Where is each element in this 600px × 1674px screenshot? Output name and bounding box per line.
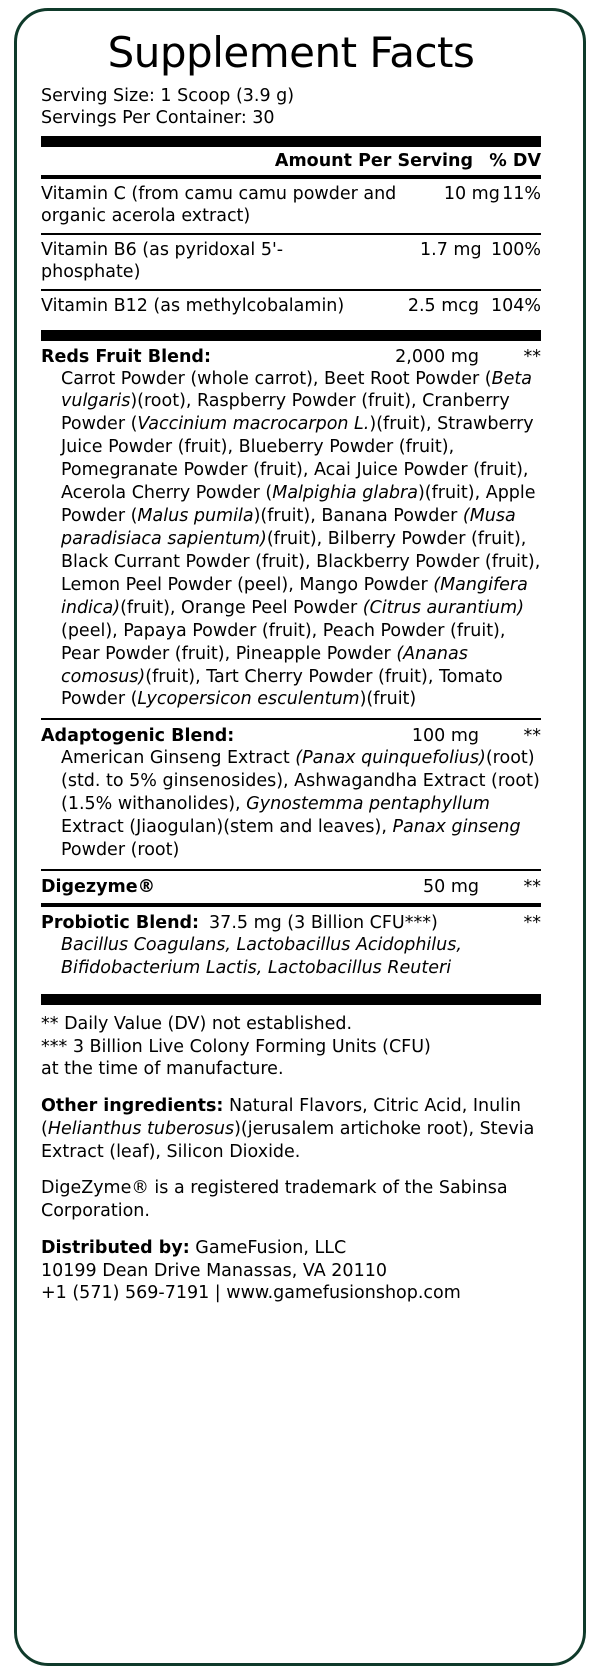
table-row bbox=[41, 291, 541, 323]
distributed-by-label: Distributed by: bbox=[41, 1237, 190, 1258]
probiotic-blend-amount: 37.5 mg (3 Billion CFU***) bbox=[209, 913, 438, 933]
adaptogenic-blend-amount: 100 mg bbox=[411, 726, 479, 747]
distributor-company: GameFusion, LLC bbox=[189, 1237, 347, 1258]
digezyme-amount: 50 mg bbox=[423, 877, 479, 897]
divider-thick-mid bbox=[41, 330, 541, 341]
table-column-headers bbox=[41, 147, 541, 175]
reds-blend-dv: ** bbox=[523, 346, 541, 367]
adaptogenic-blend-dv: ** bbox=[523, 726, 541, 747]
distributor-address: 10199 Dean Drive Manassas, VA 20110 bbox=[41, 1260, 387, 1281]
serving-size: Serving Size: 1 Scoop (3.9 g) bbox=[41, 86, 295, 107]
probiotic-blend-name: Probiotic Blend: bbox=[41, 913, 200, 933]
probiotic-blend-dv: ** bbox=[523, 913, 541, 933]
nutrient-dv: 104% bbox=[490, 295, 541, 316]
column-header-dv: % DV bbox=[489, 151, 541, 172]
footnote-cfu-2: at the time of manufacture. bbox=[41, 1059, 284, 1080]
nutrient-dv: 11% bbox=[502, 184, 541, 205]
table-row bbox=[41, 179, 541, 233]
nutrient-dv: 100% bbox=[490, 239, 541, 260]
footnotes bbox=[41, 1005, 541, 1081]
probiotic-blend-header bbox=[41, 907, 541, 934]
column-header-amount: Amount Per Serving bbox=[274, 151, 473, 172]
other-ingredients bbox=[41, 1081, 541, 1163]
nutrient-name: Vitamin B6 (as pyridoxal 5'-phosphate) bbox=[41, 239, 284, 282]
other-ingredients-label: Other ingredients: bbox=[41, 1096, 224, 1117]
distributor-info bbox=[41, 1223, 541, 1305]
digezyme-row bbox=[41, 871, 541, 903]
footnote-cfu-1: *** 3 Billion Live Colony Forming Units (CFU) bbox=[41, 1036, 431, 1057]
other-ingredients-text: Natural Flavors, Citric Acid, Inulin (Helianthus tuberosus)(jerusalem artichoke root), Stevia Extract (leaf), Silicon Dioxide. bbox=[41, 1096, 535, 1162]
serving-info bbox=[41, 85, 541, 129]
reds-blend-ingredients: Carrot Powder (whole carrot), Beet Root Powder (Beta vulgaris)(root), Raspberry Powder (fruit), Cranberry Powder (Vaccinium macrocarpon L.)(fruit), Strawberry Juice Powder (fruit), Blueberry Powder (fruit), Pomegranate Powder (fruit), Acai Juice Powder (fruit), Acerola Cherry Powder (Malpighia glabra)(fruit), Apple Powder (Malus pumila)(fruit), Banana Powder (Musa paradisiaca sapientum)(fruit), Bilberry Powder (fruit), Black Currant Powder (fruit), Blackberry Powder (fruit), Lemon Peel Powder (peel), Mango Powder (Mangifera indica)(fruit), Orange Peel Powder (Citrus aurantium)(peel), Papaya Powder (fruit), Peach Powder (fruit), Pear Powder (fruit), Pineapple Powder (Ananas comosus)(fruit), Tart Cherry Powder (fruit), Tomato Powder (Lycopersicon esculentum)(fruit) bbox=[61, 368, 541, 710]
nutrient-name: Vitamin C (from camu camu powder and organic acerola extract) bbox=[41, 184, 397, 227]
divider-thick-top bbox=[41, 136, 541, 147]
distributor-line bbox=[41, 1237, 541, 1260]
nutrient-amount: 2.5 mcg bbox=[407, 295, 479, 316]
nutrient-amount: 1.7 mg bbox=[420, 239, 482, 260]
footnote-dv: ** Daily Value (DV) not established. bbox=[41, 1013, 353, 1034]
digezyme-name: Digezyme® bbox=[41, 877, 156, 897]
nutrient-name: Vitamin B12 (as methylcobalamin) bbox=[41, 295, 345, 316]
servings-per-container: Servings Per Container: 30 bbox=[41, 108, 275, 129]
adaptogenic-blend-name: Adaptogenic Blend: bbox=[41, 726, 235, 747]
adaptogenic-blend-header bbox=[41, 720, 541, 747]
table-row bbox=[41, 235, 541, 289]
reds-blend-header bbox=[41, 341, 541, 368]
reds-blend-name: Reds Fruit Blend: bbox=[41, 346, 211, 367]
reds-blend-amount: 2,000 mg bbox=[395, 346, 479, 367]
page-title: Supplement Facts bbox=[107, 28, 475, 77]
nutrient-amount: 10 mg bbox=[443, 184, 500, 205]
digezyme-dv: ** bbox=[523, 877, 541, 897]
supplement-facts-content bbox=[41, 25, 541, 1305]
divider-thick-bottom bbox=[41, 994, 541, 1005]
trademark-note: DigeZyme® is a registered trademark of the Sabinsa Corporation. bbox=[41, 1178, 508, 1222]
supplement-facts-panel bbox=[14, 8, 586, 1666]
probiotic-strains: Bacillus Coagulans, Lactobacillus Acidophilus, Bifidobacterium Lactis, Lactobacillus Reuteri bbox=[61, 935, 462, 978]
distributor-contact: +1 (571) 569-7191 | www.gamefusionshop.com bbox=[41, 1283, 461, 1304]
adaptogenic-blend-ingredients: American Ginseng Extract (Panax quinquefolius)(root)(std. to 5% ginsenosides), Ashwagandha Extract (root)(1.5% withanolides), Gynostemma pentaphyllum Extract (Jiaogulan)(stem and leaves), Panax ginseng Powder (root) bbox=[61, 748, 540, 861]
